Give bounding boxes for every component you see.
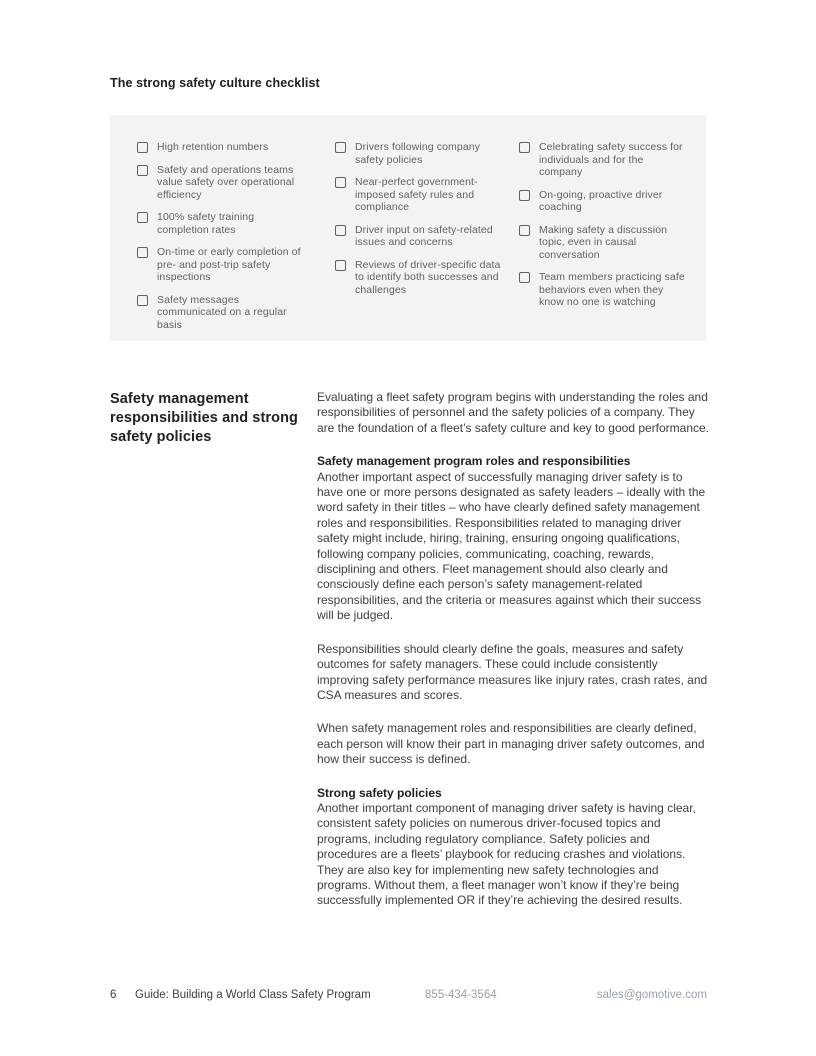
page-title: The strong safety culture checklist [110, 76, 320, 90]
checklist-column-2 [335, 141, 519, 341]
checkbox-icon [137, 142, 148, 153]
checklist-item [335, 259, 519, 297]
checkbox-icon [335, 225, 346, 236]
checkbox-icon [519, 225, 530, 236]
checklist-item [519, 224, 706, 262]
checklist-item-label: 100% safety training completion rates [157, 211, 255, 236]
roles-paragraph-3: When safety management roles and responsibilities are clearly defined, each person will know their part in managing driver safety outcomes, and how their success is defined. [317, 721, 705, 767]
page-number: 6 [110, 989, 117, 1001]
footer-phone: 855-434-3564 [425, 989, 497, 1001]
checklist-item [519, 271, 706, 309]
subheading-policies: Strong safety policies [317, 785, 442, 800]
checkbox-icon [335, 260, 346, 271]
body-text-column [317, 390, 711, 927]
checkbox-icon [137, 165, 148, 176]
checklist-item [519, 141, 706, 179]
section-heading: Safety management responsibilities and strong safety policies [110, 391, 299, 445]
footer-doc-title: Guide: Building a World Class Safety Program [135, 989, 371, 1001]
roles-paragraph-2: Responsibilities should clearly define the goals, measures and safety outcomes for safety managers. These could include consistently improving safety performance measures like injury rates, crash rates, and CSA measures and scores. [317, 641, 708, 702]
checklist-item [335, 141, 519, 166]
checklist-item-label: Safety and operations teams value safety over operational efficiency [157, 163, 295, 201]
checklist-item-label: Near-perfect government-imposed safety rules and compliance [355, 176, 478, 213]
policies-paragraph-1: Another important component of managing driver safety is having clear, consistent safety policies on numerous driver-focused topics and programs, including regulatory compliance. Safety policies and procedures are a fleets’ playbook for reducing crashes and violations. They are also key for implementing new safety technologies and programs. Without them, a fleet manager won’t know if they’re being successfully implemented OR if they’re achieving the desired results. [317, 800, 696, 908]
roles-paragraph-1: Another important aspect of successfully managing driver safety is to have one or more persons designated as safety leaders – ideally with the word safety in their titles – who have clearly defined safety management roles and responsibilities. Responsibilities related to managing driver safety might include, hiring, training, ensuring ongoing qualifications, following company policies, communicating, coaching, rewards, disciplining and others. Fleet management should also clearly and consciously define each person’s safety management-related responsibilities, and the criteria or measures against which their success will be judged. [317, 469, 706, 623]
checklist-item-label: On-time or early completion of pre- and post-trip safety inspections [157, 246, 301, 283]
checklist-item-label: Drivers following company safety policies [355, 141, 481, 166]
checklist-item [137, 211, 335, 236]
checkbox-icon [137, 295, 148, 306]
checklist-column-1 [137, 141, 335, 341]
checklist-item [137, 294, 335, 332]
checkbox-icon [137, 212, 148, 223]
subheading-roles: Safety management program roles and responsibilities [317, 454, 631, 469]
intro-paragraph: Evaluating a fleet safety program begins with understanding the roles and responsibilities of personnel and the safety policies of a company. They are the foundation of a fleet’s safety culture and key to good performance. [317, 390, 710, 435]
checklist-item-label: Celebrating safety success for individuals and for the company [539, 141, 683, 178]
checklist-item [137, 141, 335, 154]
checklist-item-label: Reviews of driver-specific data to identify both successes and challenges [355, 258, 501, 296]
checkbox-icon [519, 190, 530, 201]
checkbox-icon [519, 142, 530, 153]
checklist-item [519, 189, 706, 214]
checklist-item [335, 224, 519, 249]
checklist-item-label: High retention numbers [157, 141, 269, 153]
checkbox-icon [137, 247, 148, 258]
checkbox-icon [519, 272, 530, 283]
checklist-item [335, 176, 519, 214]
checklist-item-label: Safety messages communicated on a regular basis [157, 293, 287, 331]
checklist-item-label: Making safety a discussion topic, even in causal conversation [539, 223, 668, 261]
checkbox-icon [335, 177, 346, 188]
checklist-column-3 [519, 141, 706, 341]
footer-email: sales@gomotive.com [596, 989, 707, 1001]
checklist-box [110, 115, 706, 341]
checklist-item [137, 246, 335, 284]
checklist-item-label: Team members practicing safe behaviors even when they know no one is watching [539, 271, 685, 308]
checklist-item-label: On-going, proactive driver coaching [539, 188, 663, 213]
checklist-item [137, 164, 335, 202]
checklist-item-label: Driver input on safety-related issues and concerns [355, 223, 493, 248]
checkbox-icon [335, 142, 346, 153]
